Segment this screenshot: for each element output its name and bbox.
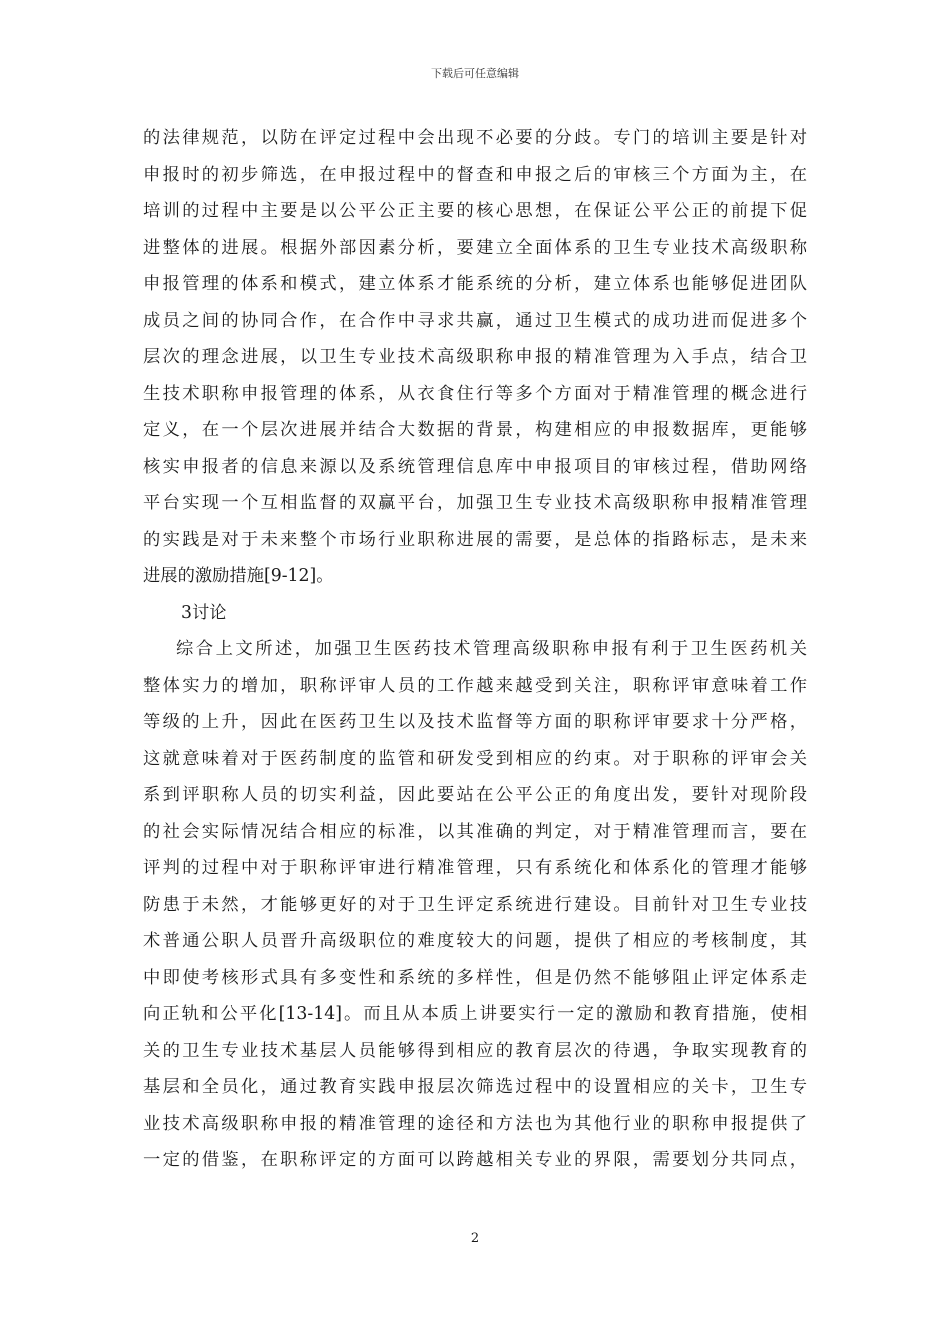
page-header: 下载后可任意编辑 [431,67,519,80]
text-line: 向正轨和公平化[13-14]。而且从本质上讲要实行一定的激励和教育措施，使相 [143,1004,807,1024]
text-line: 术普通公职人员晋升高级职位的难度较大的问题，提供了相应的考核制度，其 [143,931,807,951]
text-line: 业技术高级职称申报的精准管理的途径和方法也为其他行业的职称申报提供了 [143,1113,807,1134]
paragraph-1 [143,120,807,595]
text-line: 平台实现一个互相监督的双赢平台，加强卫生专业技术高级职称申报精准管理 [143,493,807,513]
text-line: 关的卫生专业技术基层人员能够得到相应的教育层次的待遇，争取实现教育的 [143,1040,807,1061]
text-line: 进整体的进展。根据外部因素分析，要建立全面体系的卫生专业技术高级职称 [143,237,807,258]
text-line: 层次的理念进展，以卫生专业技术高级职称申报的精准管理为入手点，结合卫 [143,347,807,367]
text-line: 的社会实际情况结合相应的标准，以其准确的判定，对于精准管理而言，要在 [143,821,807,842]
text-line: 整体实力的增加，职称评审人员的工作越来越受到关注，职称评审意味着工作 [143,675,807,696]
text-line: 评判的过程中对于职称评审进行精准管理，只有系统化和体系化的管理才能够 [143,858,807,878]
text-line: 培训的过程中主要是以公平公正主要的核心思想，在保证公平公正的前提下促 [143,201,807,221]
text-line: 核实申报者的信息来源以及系统管理信息库中申报项目的审核过程，借助网络 [143,456,807,477]
text-line: 中即使考核形式具有多变性和系统的多样性，但是仍然不能够阻止评定体系走 [143,967,807,988]
text-line: 申报时的初步筛选，在申报过程中的督查和申报之后的审核三个方面为主，在 [143,164,807,185]
text-line: 的实践是对于未来整个市场行业职称进展的需要，是总体的指路标志，是未来 [143,529,807,550]
document-body [143,120,807,1179]
text-line: 申报管理的体系和模式，建立体系才能系统的分析，建立体系也能够促进团队 [143,274,807,294]
text-line: 生技术职称申报管理的体系，从衣食住行等多个方面对于精准管理的概念进行 [143,383,807,404]
text-line: 定义，在一个层次进展并结合大数据的背景，构建相应的申报数据库，更能够 [143,420,807,440]
text-line: 进展的激励措施[9-12]。 [143,566,334,586]
text-line: 基层和全员化，通过教育实践申报层次筛选过程中的设置相应的关卡，卫生专 [143,1077,807,1097]
paragraph-2 [143,631,807,1179]
text-line: 一定的借鉴，在职称评定的方面可以跨越相关专业的界限，需要划分共同点， [143,1150,807,1170]
text-line: 防患于未然，才能够更好的对于卫生评定系统进行建设。目前针对卫生专业技 [143,894,807,915]
text-line: 等级的上升，因此在医药卫生以及技术监督等方面的职称评审要求十分严格， [143,712,807,732]
text-line: 成员之间的协同合作，在合作中寻求共赢，通过卫生模式的成功进而促进多个 [143,310,807,331]
text-line: 这就意味着对于医药制度的监管和研发受到相应的约束。对于职称的评审会关 [143,748,807,769]
text-line: 系到评职称人员的切实利益，因此要站在公平公正的角度出发，要针对现阶段 [143,785,807,805]
page-number: 2 [470,1231,480,1246]
text-line: 综合上文所述，加强卫生医药技术管理高级职称申报有利于卫生医药机关 [176,639,807,659]
text-line: 的法律规范，以防在评定过程中会出现不必要的分歧。专门的培训主要是针对 [143,128,807,148]
section-heading: 3讨论 [181,602,227,623]
